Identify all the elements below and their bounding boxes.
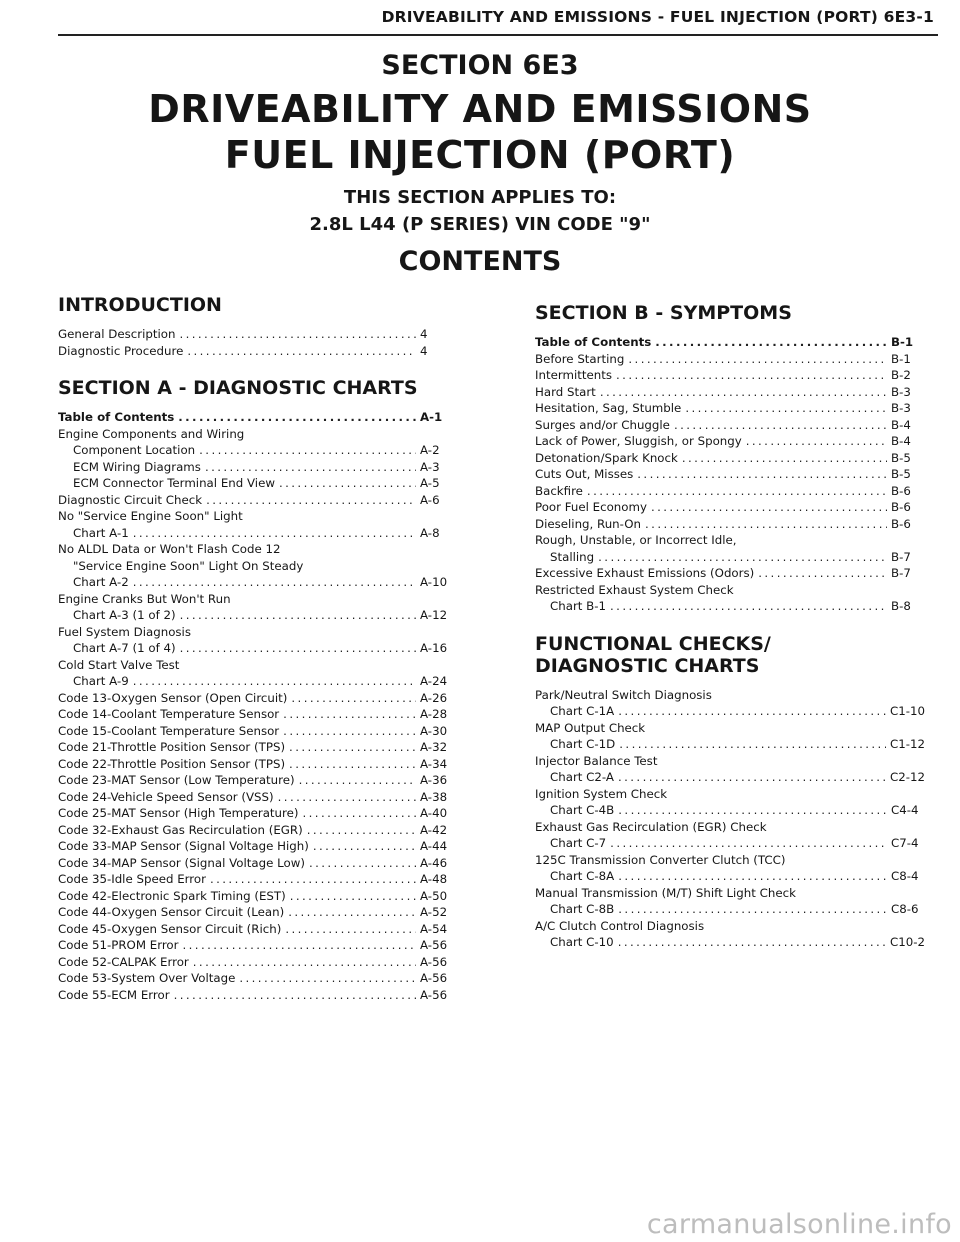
toc-entry: [535, 582, 925, 599]
dot-leader: [133, 574, 416, 591]
toc-entry: [535, 852, 925, 869]
toc-entry-page: A-56: [420, 954, 448, 969]
toc-entry-page: B-3: [891, 401, 911, 415]
dot-leader: [746, 433, 887, 450]
section-b-entry-list: [535, 334, 925, 615]
toc-entry-label: Code 52-CALPAK Error: [58, 954, 189, 969]
toc-entry-label: Table of Contents: [535, 335, 652, 349]
toc-entry-label: Code 55-ECM Error: [58, 987, 170, 1002]
toc-entry-label: Hard Start: [535, 384, 596, 399]
toc-entry: [535, 367, 925, 384]
dot-leader: [210, 871, 416, 888]
dot-leader: [193, 954, 416, 971]
dot-leader: [179, 326, 416, 343]
toc-entry-page: A-16: [420, 641, 448, 655]
toc-entry-page: A-56: [420, 987, 448, 1002]
toc-entry-page: A-1: [420, 410, 443, 424]
toc-entry: [535, 802, 925, 819]
dot-leader: [682, 450, 887, 467]
toc-entry: [535, 351, 925, 368]
toc-entry: [535, 598, 925, 615]
toc-entry-page: A-42: [420, 822, 448, 837]
toc-entry-label: General Description: [58, 327, 176, 341]
toc-entry: [535, 417, 925, 434]
toc-entry-page: B-1: [891, 335, 914, 349]
toc-entry: [58, 640, 448, 657]
toc-entry: [58, 954, 448, 971]
toc-entry-page: B-5: [891, 467, 911, 481]
toc-entry: [535, 483, 925, 500]
toc-entry-page: B-7: [891, 549, 911, 564]
toc-entry: [58, 871, 448, 888]
toc-entry: [58, 409, 448, 426]
toc-entry: [58, 508, 448, 525]
section-number: SECTION 6E3: [381, 50, 579, 81]
toc-entry-page: A-3: [420, 459, 440, 474]
dot-leader: [655, 334, 887, 351]
toc-entry: [58, 673, 448, 690]
toc-entry: [535, 918, 925, 935]
engine-code: 2.8L L44 (P SERIES) VIN CODE "9": [309, 214, 651, 235]
dot-leader: [290, 888, 416, 905]
dot-leader: [313, 838, 416, 855]
toc-entry-page: C8-4: [891, 869, 919, 883]
toc-entry-label: Code 35-Idle Speed Error: [58, 872, 206, 886]
toc-entry-page: B-8: [891, 599, 911, 613]
toc-entry-label: Cuts Out, Misses: [535, 467, 634, 481]
intro-entry-list: [58, 326, 448, 359]
left-column: [58, 294, 448, 1003]
dot-leader: [299, 772, 416, 789]
toc-entry: [58, 937, 448, 954]
toc-entry: [58, 789, 448, 806]
dot-leader: [279, 475, 416, 492]
toc-entry-label: MAP Output Check: [535, 720, 646, 735]
toc-entry-label: ECM Wiring Diagrams: [73, 459, 201, 474]
applies-to-label: THIS SECTION APPLIES TO:: [343, 187, 617, 208]
dot-leader: [618, 868, 887, 885]
toc-entry-label: Chart C-7: [550, 836, 607, 850]
toc-entry-page: 4: [420, 343, 428, 358]
title-block: [0, 46, 960, 282]
toc-entry-page: C8-6: [891, 902, 919, 916]
toc-entry-label: Code 25-MAT Sensor (High Temperature): [58, 806, 299, 820]
toc-entry-label: Exhaust Gas Recirculation (EGR) Check: [535, 819, 767, 834]
toc-entry: [535, 516, 925, 533]
watermark: carmanualsonline.info: [646, 1209, 952, 1240]
dot-leader: [618, 802, 887, 819]
dot-leader: [758, 565, 887, 582]
toc-entry: [535, 499, 925, 516]
toc-entry-page: B-4: [891, 417, 911, 432]
toc-entry-page: A-40: [420, 806, 448, 820]
toc-entry-page: C4-4: [891, 803, 919, 817]
toc-entry-label: ECM Connector Terminal End View: [73, 476, 275, 490]
toc-entry: [58, 574, 448, 591]
toc-entry-page: A-50: [420, 888, 448, 903]
dot-leader: [685, 400, 887, 417]
page-title-line-2: FUEL INJECTION (PORT): [224, 133, 736, 177]
section-a-entry-list: [58, 409, 448, 1003]
dot-leader: [651, 499, 887, 516]
toc-entry-label: 125C Transmission Converter Clutch (TCC): [535, 852, 786, 867]
toc-entry: [58, 706, 448, 723]
toc-entry: [58, 541, 448, 558]
toc-entry-page: A-28: [420, 707, 448, 721]
toc-entry: [58, 492, 448, 509]
toc-entry-label: Code 24-Vehicle Speed Sensor (VSS): [58, 789, 274, 804]
toc-entry-label: Chart B-1: [550, 599, 607, 613]
toc-entry-label: Code 53-System Over Voltage: [58, 971, 236, 985]
toc-entry-label: Chart C-1A: [550, 704, 615, 718]
toc-entry-label: Code 22-Throttle Position Sensor (TPS): [58, 756, 286, 771]
toc-entry: [58, 739, 448, 756]
toc-entry-label: Code 32-Exhaust Gas Recirculation (EGR): [58, 822, 303, 837]
dot-leader: [587, 483, 887, 500]
dot-leader: [199, 442, 416, 459]
dot-leader: [674, 417, 887, 434]
toc-entry: [535, 769, 925, 786]
toc-entry-label: Code 44-Oxygen Sensor Circuit (Lean): [58, 905, 285, 919]
toc-entry: [535, 703, 925, 720]
intro-heading: INTRODUCTION: [58, 294, 222, 316]
toc-entry: [58, 343, 448, 360]
dot-leader: [183, 937, 417, 954]
toc-entry-page: A-10: [420, 575, 448, 589]
toc-entry-label: Excessive Exhaust Emissions (Odors): [535, 566, 755, 580]
dot-leader: [133, 673, 416, 690]
toc-entry-page: A-36: [420, 773, 448, 787]
toc-entry-label: Chart C-8A: [550, 869, 615, 883]
toc-entry-page: A-32: [420, 740, 448, 754]
functional-checks-heading-line-1: FUNCTIONAL CHECKS/: [535, 632, 771, 655]
toc-entry-page: A-54: [420, 921, 448, 936]
toc-entry-label: Code 42-Electronic Spark Timing (EST): [58, 888, 286, 903]
dot-leader: [180, 607, 416, 624]
dot-leader: [600, 384, 887, 401]
toc-entry: [535, 565, 925, 582]
right-column: [535, 302, 925, 951]
toc-entry-label: Restricted Exhaust System Check: [535, 582, 734, 597]
functional-checks-heading-line-2: DIAGNOSTIC CHARTS: [535, 654, 760, 677]
toc-entry: [58, 723, 448, 740]
toc-entry-label: Ignition System Check: [535, 786, 668, 801]
toc-entry-label: Chart A-9: [73, 674, 129, 688]
dot-leader: [174, 987, 416, 1004]
dot-leader: [619, 736, 886, 753]
toc-entry: [58, 690, 448, 707]
toc-entry: [535, 532, 925, 549]
dot-leader: [178, 409, 416, 426]
toc-entry-page: B-2: [891, 368, 911, 382]
toc-entry-label: Fuel System Diagnosis: [58, 624, 191, 639]
toc-entry: [535, 835, 925, 852]
toc-entry-page: A-56: [420, 938, 448, 952]
dot-leader: [618, 769, 886, 786]
toc-entry: [535, 334, 925, 351]
toc-entry-label: Backfire: [535, 483, 583, 498]
toc-entry: [58, 970, 448, 987]
toc-entry-page: A-12: [420, 608, 448, 622]
toc-entry: [58, 987, 448, 1004]
toc-entry-page: C1-12: [889, 737, 925, 751]
functional-checks-heading: [535, 633, 925, 677]
toc-entry: [535, 433, 925, 450]
toc-entry-label: Engine Components and Wiring: [58, 426, 245, 441]
dot-leader: [616, 367, 887, 384]
dot-leader: [205, 459, 416, 476]
toc-entry: [58, 442, 448, 459]
toc-entry-label: Code 14-Coolant Temperature Sensor: [58, 707, 280, 721]
toc-entry-page: C7-4: [891, 836, 919, 850]
section-a-heading: SECTION A - DIAGNOSTIC CHARTS: [58, 377, 418, 399]
toc-entry: [58, 657, 448, 674]
toc-entry-label: Chart A-2: [73, 575, 129, 589]
dot-leader: [187, 343, 416, 360]
toc-entry-page: B-1: [891, 351, 911, 366]
toc-entry-page: B-6: [891, 516, 911, 531]
toc-entry-page: A-34: [420, 756, 448, 771]
functional-checks-entry-list: [535, 687, 925, 951]
toc-entry-page: B-6: [891, 500, 911, 514]
toc-entry: [58, 426, 448, 443]
dot-leader: [291, 690, 416, 707]
toc-entry-page: C10-2: [889, 935, 925, 949]
toc-entry-label: Code 34-MAP Sensor (Signal Voltage Low): [58, 855, 305, 870]
toc-entry-page: 4: [420, 327, 428, 341]
dot-leader: [598, 549, 887, 566]
toc-entry-label: Before Starting: [535, 351, 625, 366]
toc-entry-page: A-38: [420, 789, 448, 804]
toc-entry: [58, 756, 448, 773]
toc-entry-page: C2-12: [889, 770, 925, 784]
toc-entry: [58, 326, 448, 343]
toc-entry-label: Chart C-4B: [550, 803, 615, 817]
toc-entry-page: A-2: [420, 443, 440, 457]
toc-entry-label: Code 51-PROM Error: [58, 938, 179, 952]
dot-leader: [628, 351, 887, 368]
dot-leader: [288, 904, 416, 921]
toc-entry: [535, 384, 925, 401]
toc-entry-label: Code 33-MAP Sensor (Signal Voltage High): [58, 839, 309, 853]
toc-entry-label: Chart C-10: [550, 935, 614, 949]
toc-entry-page: B-7: [891, 566, 911, 580]
toc-entry-page: C1-10: [889, 704, 925, 718]
toc-entry: [535, 400, 925, 417]
toc-entry-label: Chart A-1: [73, 525, 129, 540]
toc-entry: [535, 450, 925, 467]
toc-entry: [535, 736, 925, 753]
toc-entry-label: Chart C2-A: [550, 770, 614, 784]
toc-entry-label: Park/Neutral Switch Diagnosis: [535, 687, 712, 702]
toc-entry: [58, 475, 448, 492]
section-b-heading: SECTION B - SYMPTOMS: [535, 302, 792, 324]
toc-entry: [535, 466, 925, 483]
toc-entry-page: A-46: [420, 855, 448, 870]
header-rule: [58, 34, 938, 36]
toc-entry: [58, 624, 448, 641]
toc-entry-page: A-8: [420, 525, 440, 540]
dot-leader: [618, 934, 886, 951]
toc-entry-page: A-30: [420, 723, 448, 738]
toc-entry-label: Chart C-1D: [550, 737, 616, 751]
toc-entry-label: Manual Transmission (M/T) Shift Light Check: [535, 885, 796, 900]
toc-entry: [58, 459, 448, 476]
toc-entry-label: Chart A-3 (1 of 2): [73, 608, 176, 622]
dot-leader: [283, 723, 416, 740]
toc-entry: [535, 901, 925, 918]
toc-entry: [535, 868, 925, 885]
toc-entry: [58, 607, 448, 624]
dot-leader: [645, 516, 887, 533]
toc-entry: [58, 772, 448, 789]
toc-entry: [535, 720, 925, 737]
toc-entry-page: A-5: [420, 476, 440, 490]
dot-leader: [307, 822, 416, 839]
toc-entry: [58, 591, 448, 608]
toc-entry: [535, 753, 925, 770]
dot-leader: [239, 970, 416, 987]
toc-entry: [58, 855, 448, 872]
running-header: DRIVEABILITY AND EMISSIONS - FUEL INJECTION (PORT) 6E3-1: [381, 8, 934, 26]
toc-entry: [535, 549, 925, 566]
toc-entry: [58, 805, 448, 822]
toc-entry: [535, 687, 925, 704]
dot-leader: [618, 703, 886, 720]
toc-entry-label: Cold Start Valve Test: [58, 657, 180, 672]
toc-entry-page: A-48: [420, 872, 448, 886]
toc-entry: [58, 838, 448, 855]
toc-entry-label: Table of Contents: [58, 410, 175, 424]
dot-leader: [637, 466, 887, 483]
toc-entry-page: A-24: [420, 674, 448, 688]
dot-leader: [618, 901, 887, 918]
dot-leader: [133, 525, 416, 542]
dot-leader: [610, 598, 887, 615]
toc-entry-label: Code 13-Oxygen Sensor (Open Circuit): [58, 690, 288, 705]
toc-entry-label: Surges and/or Chuggle: [535, 417, 670, 432]
toc-entry-label: Hesitation, Sag, Stumble: [535, 401, 682, 415]
toc-entry-label: Detonation/Spark Knock: [535, 450, 678, 465]
dot-leader: [285, 921, 416, 938]
toc-entry-label: Rough, Unstable, or Incorrect Idle,: [535, 533, 737, 547]
dot-leader: [309, 855, 416, 872]
toc-entry-page: B-6: [891, 483, 911, 498]
toc-entry: [58, 888, 448, 905]
dot-leader: [289, 739, 416, 756]
toc-entry-label: Dieseling, Run-On: [535, 516, 642, 531]
toc-entry-label: Diagnostic Circuit Check: [58, 492, 203, 507]
dot-leader: [610, 835, 887, 852]
toc-entry-label: Injector Balance Test: [535, 753, 658, 768]
toc-entry-page: A-56: [420, 971, 448, 985]
toc-entry-label: Chart A-7 (1 of 4): [73, 641, 176, 655]
toc-entry-label: Chart C-8B: [550, 902, 615, 916]
toc-entry-label: Code 15-Coolant Temperature Sensor: [58, 723, 280, 738]
dot-leader: [278, 789, 416, 806]
dot-leader: [283, 706, 416, 723]
toc-entry-label: Code 23-MAT Sensor (Low Temperature): [58, 773, 295, 787]
toc-entry: [535, 885, 925, 902]
toc-entry-page: B-5: [891, 450, 911, 465]
toc-entry: [58, 904, 448, 921]
toc-entry-label: Lack of Power, Sluggish, or Spongy: [535, 434, 742, 448]
toc-entry-label: "Service Engine Soon" Light On Steady: [73, 558, 304, 573]
toc-entry-label: Component Location: [73, 443, 196, 457]
toc-entry: [58, 525, 448, 542]
toc-entry-page: B-3: [891, 384, 911, 399]
toc-entry-page: B-4: [891, 434, 911, 448]
dot-leader: [303, 805, 417, 822]
toc-entry-label: Engine Cranks But Won't Run: [58, 591, 231, 606]
toc-entry-label: Stalling: [550, 549, 595, 564]
toc-entry-label: Intermittents: [535, 368, 613, 382]
toc-entry-label: Poor Fuel Economy: [535, 500, 647, 514]
toc-entry: [58, 558, 448, 575]
contents-heading: CONTENTS: [398, 246, 562, 277]
toc-entry-label: A/C Clutch Control Diagnosis: [535, 918, 705, 933]
toc-entry: [535, 934, 925, 951]
page-title-line-1: DRIVEABILITY AND EMISSIONS: [148, 87, 812, 131]
toc-entry-label: Code 21-Throttle Position Sensor (TPS): [58, 740, 286, 754]
toc-entry: [58, 921, 448, 938]
toc-entry-label: No "Service Engine Soon" Light: [58, 509, 243, 523]
dot-leader: [180, 640, 416, 657]
toc-entry-label: Code 45-Oxygen Sensor Circuit (Rich): [58, 921, 282, 936]
toc-entry-label: No ALDL Data or Won't Flash Code 12: [58, 542, 281, 556]
toc-entry-page: A-44: [420, 839, 448, 853]
toc-entry-page: A-52: [420, 905, 448, 919]
toc-entry-page: A-6: [420, 492, 440, 507]
toc-entry-page: A-26: [420, 690, 448, 705]
dot-leader: [289, 756, 416, 773]
dot-leader: [206, 492, 416, 509]
toc-entry: [58, 822, 448, 839]
toc-entry-label: Diagnostic Procedure: [58, 343, 184, 358]
toc-entry: [535, 819, 925, 836]
toc-entry: [535, 786, 925, 803]
